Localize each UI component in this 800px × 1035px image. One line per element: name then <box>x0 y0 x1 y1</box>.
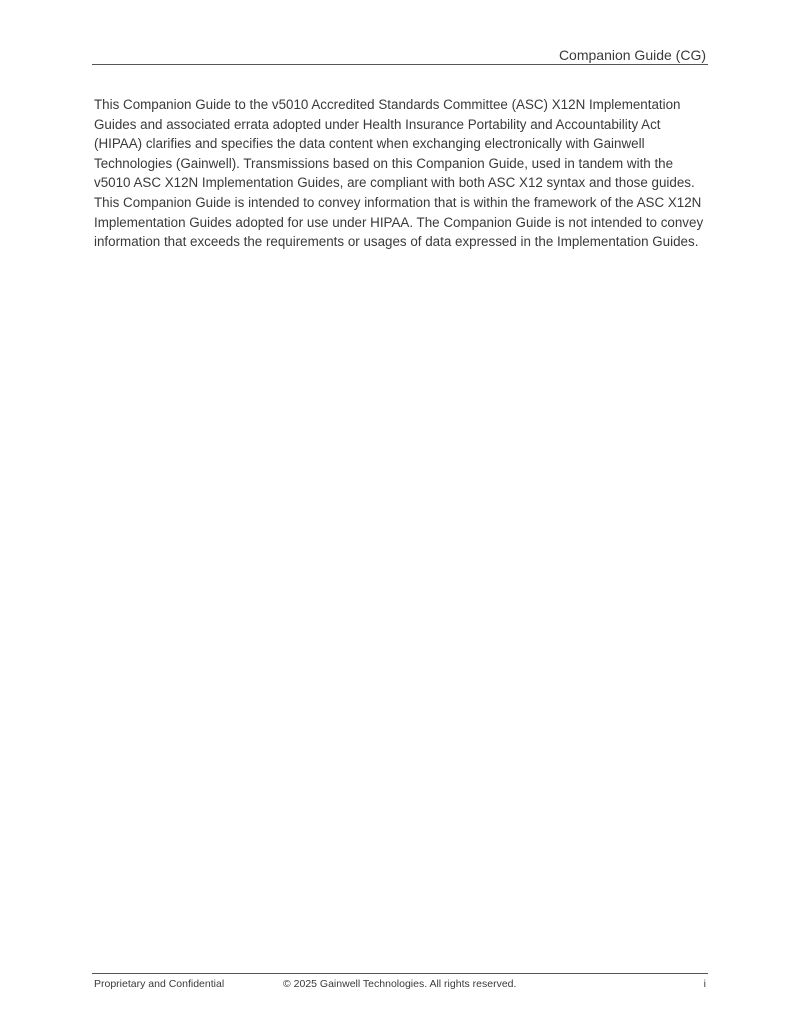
footer-confidentiality: Proprietary and Confidential <box>94 978 225 990</box>
page-footer <box>92 973 708 994</box>
footer-copyright: © 2025 Gainwell Technologies. All rights reserved. <box>283 978 517 990</box>
body-paragraph: This Companion Guide to the v5010 Accredited Standards Committee (ASC) X12N Implementation Guides and associated errata adopted under Health Insurance Portability and Accountability Act (HIPAA) clarifies and specifies the data content when exchanging electronically with Gainwell Technologies (Gainwell). Transmissions based on this Companion Guide, used in tandem with the v5010 ASC X12N Implementation Guides, are compliant with both ASC X12 syntax and those guides. This Companion Guide is intended to convey information that is within the framework of the ASC X12N Implementation Guides adopted for use under HIPAA. The Companion Guide is not intended to convey information that exceeds the requirements or usages of data expressed in the Implementation Guides. <box>94 97 704 250</box>
header-title: Companion Guide (CG) <box>558 47 706 63</box>
page-header <box>92 44 708 65</box>
footer-page-number: i <box>703 978 706 990</box>
